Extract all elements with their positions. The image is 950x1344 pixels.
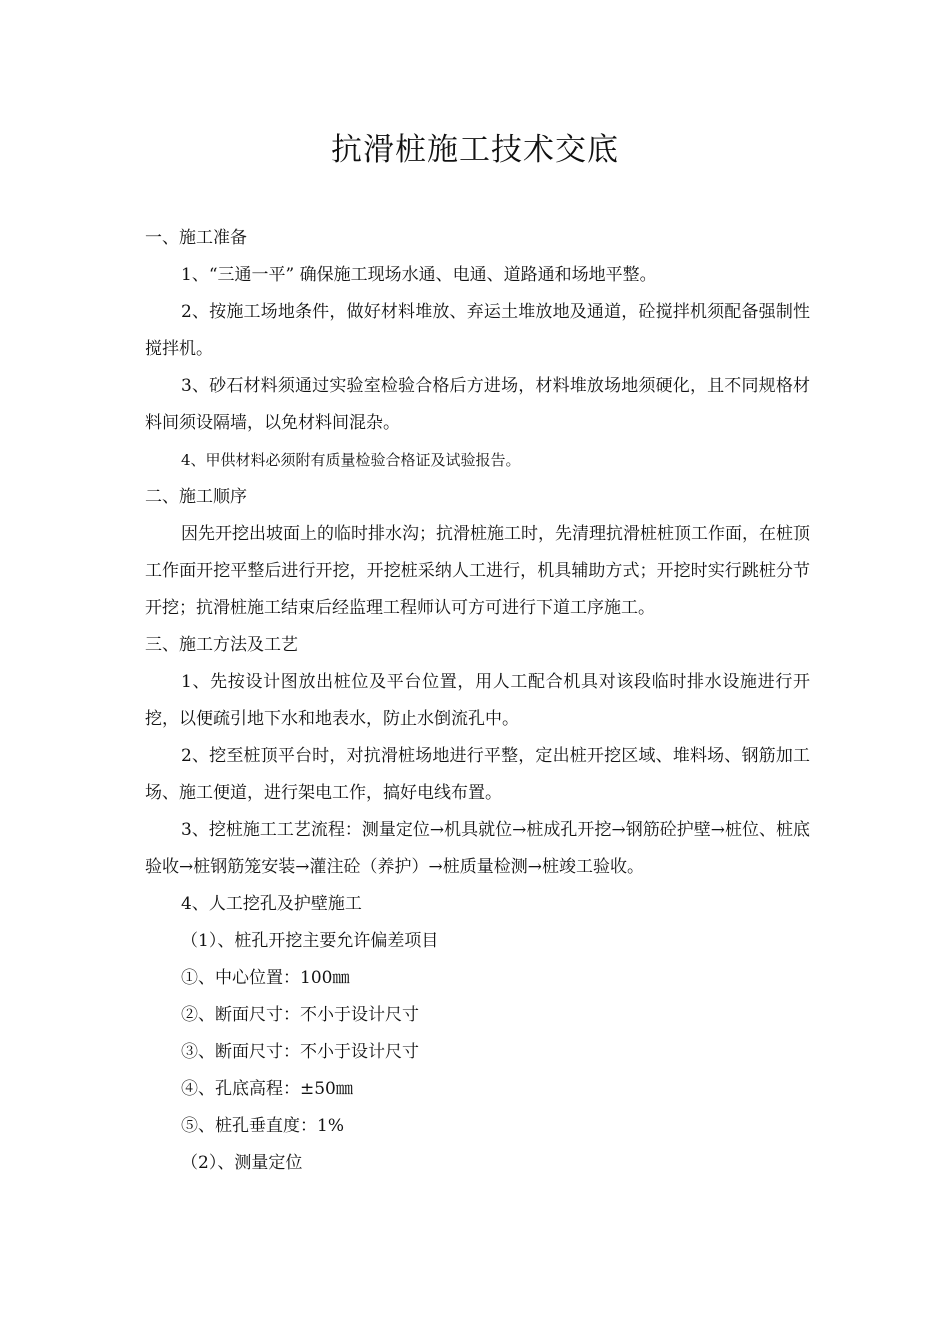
list-item-center-position: ①、中心位置：100㎜	[181, 968, 350, 988]
section-heading-methods: 三、施工方法及工艺	[145, 635, 298, 655]
paragraph-site-leveling: 2、挖至桩顶平台时，对抗滑桩场地进行平整，定出桩开挖区域、堆料场、钢筋加工场、施工便道，进行架电工作，搞好电线布置。	[145, 746, 810, 803]
paragraph-setting-out: 1、先按设计图放出桩位及平台位置，用人工配合机具对该段临时排水设施进行开挖，以便疏引地下水和地表水，防止水倒流孔中。	[145, 672, 810, 729]
paragraph-process-flow: 3、挖桩施工工艺流程：测量定位→机具就位→桩成孔开挖→钢筋砼护壁→桩位、桩底验收→桩钢筋笼安装→灌注砼（养护）→桩质量检测→桩竣工验收。	[145, 820, 810, 877]
paragraph-material-stacking: 2、按施工场地条件，做好材料堆放、弃运土堆放地及通道，砼搅拌机须配备强制性搅拌机。	[145, 302, 810, 359]
subheading-allowed-deviation: （1）、桩孔开挖主要允许偏差项目	[181, 931, 439, 951]
section-heading-sequence: 二、施工顺序	[145, 487, 247, 507]
paragraph-sand-gravel-inspection: 3、砂石材料须通过实验室检验合格后方进场，材料堆放场地须硬化，且不同规格材料间须设隔墙，以免材料间混杂。	[145, 376, 810, 433]
subheading-survey-positioning: （2）、测量定位	[181, 1153, 303, 1173]
list-item-section-size-1: ②、断面尺寸：不小于设计尺寸	[181, 1005, 419, 1025]
paragraph-construction-sequence: 因先开挖出坡面上的临时排水沟；抗滑桩施工时，先清理抗滑桩桩顶工作面，在桩顶工作面开挖平整后进行开挖，开挖桩采纳人工进行，机具辅助方式；开挖时实行跳桩分节开挖；抗滑桩施工结束后经监理工程师认可方可进行下道工序施工。	[145, 524, 810, 618]
paragraph-supplied-materials: 4、甲供材料必须附有质量检验合格证及试验报告。	[181, 451, 521, 469]
list-item-section-size-2: ③、断面尺寸：不小于设计尺寸	[181, 1042, 419, 1062]
list-item-bottom-elevation: ④、孔底高程：±50㎜	[181, 1079, 353, 1099]
list-item-verticality: ⑤、桩孔垂直度：1%	[181, 1116, 344, 1136]
section-heading-preparation: 一、施工准备	[145, 228, 247, 248]
paragraph-manual-excavation: 4、人工挖孔及护壁施工	[181, 894, 362, 914]
document-title: 抗滑桩施工技术交底	[331, 132, 619, 168]
document-body	[145, 220, 810, 1182]
paragraph-three-links-one-level: 1、“三通一平” 确保施工现场水通、电通、道路通和场地平整。	[181, 265, 657, 285]
